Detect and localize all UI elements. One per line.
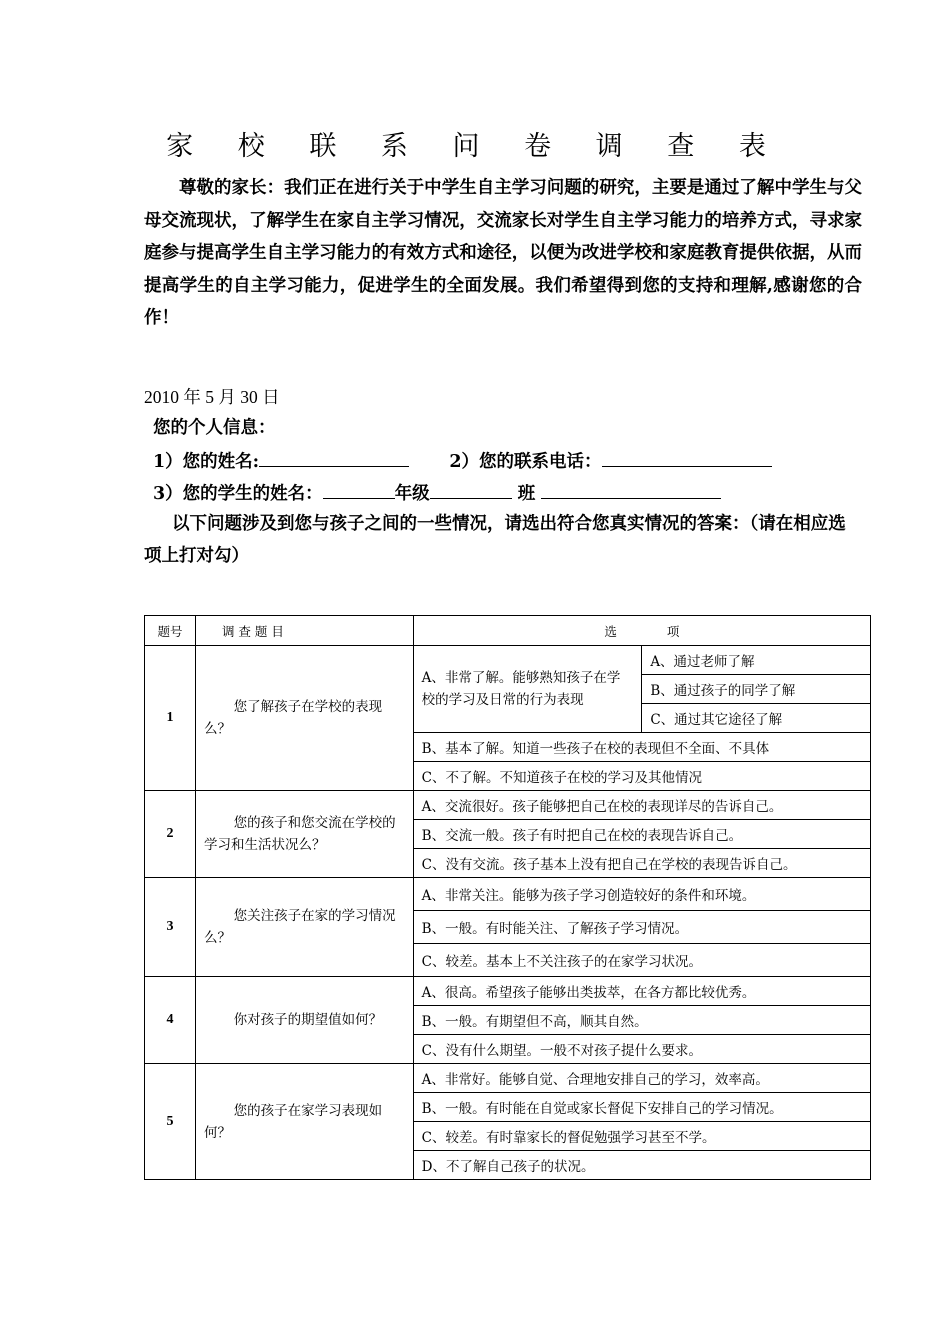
option-c[interactable]: C、不了解。不知道孩子在校的学习及其他情况 <box>413 762 870 791</box>
option-c[interactable]: C、没有什么期望。一般不对孩子提什么要求。 <box>413 1035 870 1064</box>
table-row <box>145 791 871 820</box>
sub-option-b[interactable]: B、通过孩子的同学了解 <box>642 675 871 704</box>
option-a[interactable]: A、很高。希望孩子能够出类拔萃，在各方都比较优秀。 <box>413 977 870 1006</box>
sub-option-a[interactable]: A、通过老师了解 <box>642 646 871 675</box>
option-d[interactable]: D、不了解自己孩子的状况。 <box>413 1151 870 1180</box>
table-row <box>145 977 871 1006</box>
question-number: 5 <box>145 1064 196 1180</box>
survey-date: 2010 年 5 月 30 日 <box>144 387 280 407</box>
question-text: 你对孩子的期望值如何？ <box>195 977 413 1064</box>
header-options: 选 项 <box>413 616 870 646</box>
question-text: 您了解孩子在学校的表现么？ <box>195 646 413 791</box>
option-b[interactable]: B、一般。有时能关注、了解孩子学习情况。 <box>413 911 870 944</box>
table-row <box>145 1064 871 1093</box>
question-number: 1 <box>145 646 196 791</box>
table-row <box>145 646 871 675</box>
question-text: 您关注孩子在家的学习情况么？ <box>195 878 413 977</box>
option-c[interactable]: C、较差。有时靠家长的督促勉强学习甚至不学。 <box>413 1122 870 1151</box>
question-number: 4 <box>145 977 196 1064</box>
question-text: 您的孩子和您交流在学校的学习和生活状况么？ <box>195 791 413 878</box>
intro-paragraph <box>144 172 862 335</box>
page-title: 家 校 联 系 问 卷 调 查 表 <box>166 131 784 162</box>
option-a[interactable]: A、非常好。能够自觉、合理地安排自己的学习，效率高。 <box>413 1064 870 1093</box>
phone-field[interactable] <box>602 448 772 467</box>
table-header-row <box>145 616 871 646</box>
name-label: 1）您的姓名: <box>153 452 260 472</box>
table-row <box>145 878 871 911</box>
class-field[interactable] <box>541 480 721 499</box>
name-field[interactable] <box>259 448 409 467</box>
grade-label: 年级 <box>394 484 430 504</box>
student-name-field[interactable] <box>323 480 395 499</box>
personal-info-heading: 您的个人信息： <box>153 418 276 438</box>
option-c[interactable]: C、较差。基本上不关注孩子的在家学习状况。 <box>413 944 870 977</box>
intro-text: 尊敬的家长：我们正在进行关于中学生自主学习问题的研究，主要是通过了解中学生与父母交流现状，了解学生在家自主学习情况，交流家长对学生自主学习能力的培养方式，寻求家庭参与提高学生自主学习能力的有效方式和途径，以便为改进学校和家庭教育提供依据，从而提高学生的自主学习能力，促进学生的全面发展。我们希望得到您的支持和理解,感谢您的合作！ <box>144 178 862 328</box>
instruction-paragraph <box>144 508 862 572</box>
option-a[interactable]: A、非常关注。能够为孩子学习创造较好的条件和环境。 <box>413 878 870 911</box>
option-b[interactable]: B、一般。有期望但不高，顺其自然。 <box>413 1006 870 1035</box>
option-a[interactable]: A、非常了解。能够熟知孩子在学校的学习及日常的行为表现 <box>413 646 642 733</box>
option-b[interactable]: B、交流一般。孩子有时把自己在校的表现告诉自己。 <box>413 820 870 849</box>
info-line-2 <box>153 480 721 505</box>
question-number: 3 <box>145 878 196 977</box>
header-number: 题号 <box>145 616 196 646</box>
class-label: 班 <box>517 484 536 504</box>
option-b[interactable]: B、基本了解。知道一些孩子在校的表现但不全面、不具体 <box>413 733 870 762</box>
option-b[interactable]: B、一般。有时能在自觉或家长督促下安排自己的学习情况。 <box>413 1093 870 1122</box>
instruction-text: 以下问题涉及到您与孩子之间的一些情况，请选出符合您真实情况的答案：（请在相应选项上打对勾） <box>144 514 846 566</box>
question-number: 2 <box>145 791 196 878</box>
sub-option-c[interactable]: C、通过其它途径了解 <box>642 704 871 733</box>
question-text: 您的孩子在家学习表现如何？ <box>195 1064 413 1180</box>
student-name-label: 3）您的学生的姓名： <box>153 484 323 504</box>
grade-field[interactable] <box>430 480 512 499</box>
survey-table <box>144 615 871 1180</box>
info-line-1 <box>153 448 772 473</box>
phone-label: 2）您的联系电话： <box>449 452 602 472</box>
header-question: 调 查 题 目 <box>195 616 413 646</box>
option-c[interactable]: C、没有交流。孩子基本上没有把自己在学校的表现告诉自己。 <box>413 849 870 878</box>
option-a[interactable]: A、交流很好。孩子能够把自己在校的表现详尽的告诉自己。 <box>413 791 870 820</box>
